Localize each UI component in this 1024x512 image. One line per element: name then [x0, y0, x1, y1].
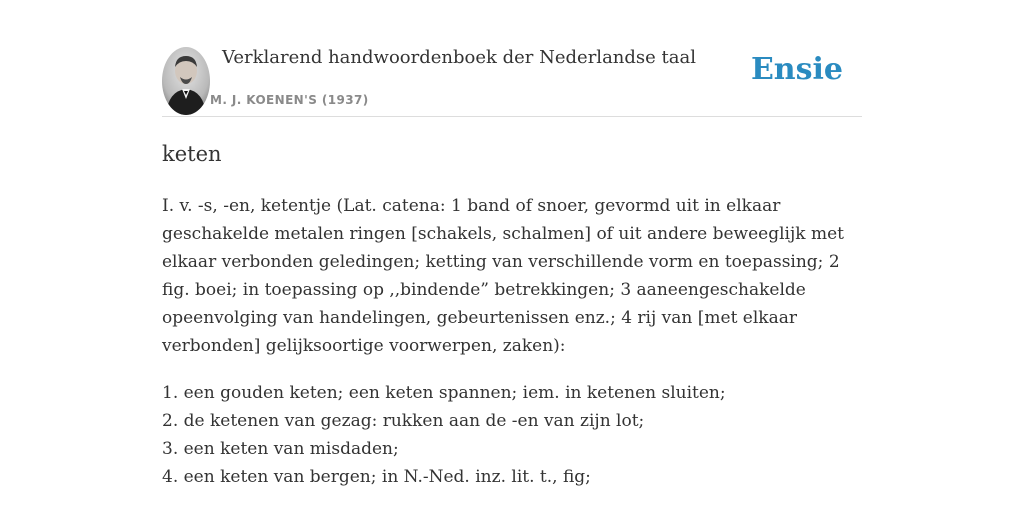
example-item: 1. een gouden keten; een keten spannen; iem. in ketenen sluiten;	[162, 383, 726, 403]
example-item: 3. een keten van misdaden;	[162, 439, 399, 459]
dictionary-header	[162, 46, 862, 117]
entry-definition: I. v. -s, -en, ketentje (Lat. catena: 1 band of snoer, gevormd uit in elkaar geschakelde metalen ringen [schakels, schalmen] of uit andere beweeglijk met elkaar verbonden geledingen; ketting van verschillende vorm en toepassing; 2 fig. boei; in toepassing op ,,bindende” betrekkingen; 3 aaneengeschakelde opeenvolging van handelingen, gebeurtenissen enz.; 4 rij van [met elkaar verbonden] gelijksoortige voorwerpen, zaken):	[162, 196, 844, 356]
entry-headword: keten	[162, 142, 222, 166]
example-list	[162, 379, 862, 491]
example-item: 2. de ketenen van gezag: rukken aan de -en van zijn lot;	[162, 411, 645, 431]
dictionary-title: Verklarend handwoordenboek der Nederlandse taal	[222, 47, 696, 68]
portrait-image	[162, 47, 210, 115]
ensie-logo-link[interactable]: Ensie	[750, 52, 843, 87]
dictionary-author: M. J. KOENEN'S (1937)	[210, 93, 369, 107]
example-item: 4. een keten van bergen; in N.-Ned. inz. lit. t., fig;	[162, 467, 591, 487]
author-portrait	[162, 47, 210, 115]
